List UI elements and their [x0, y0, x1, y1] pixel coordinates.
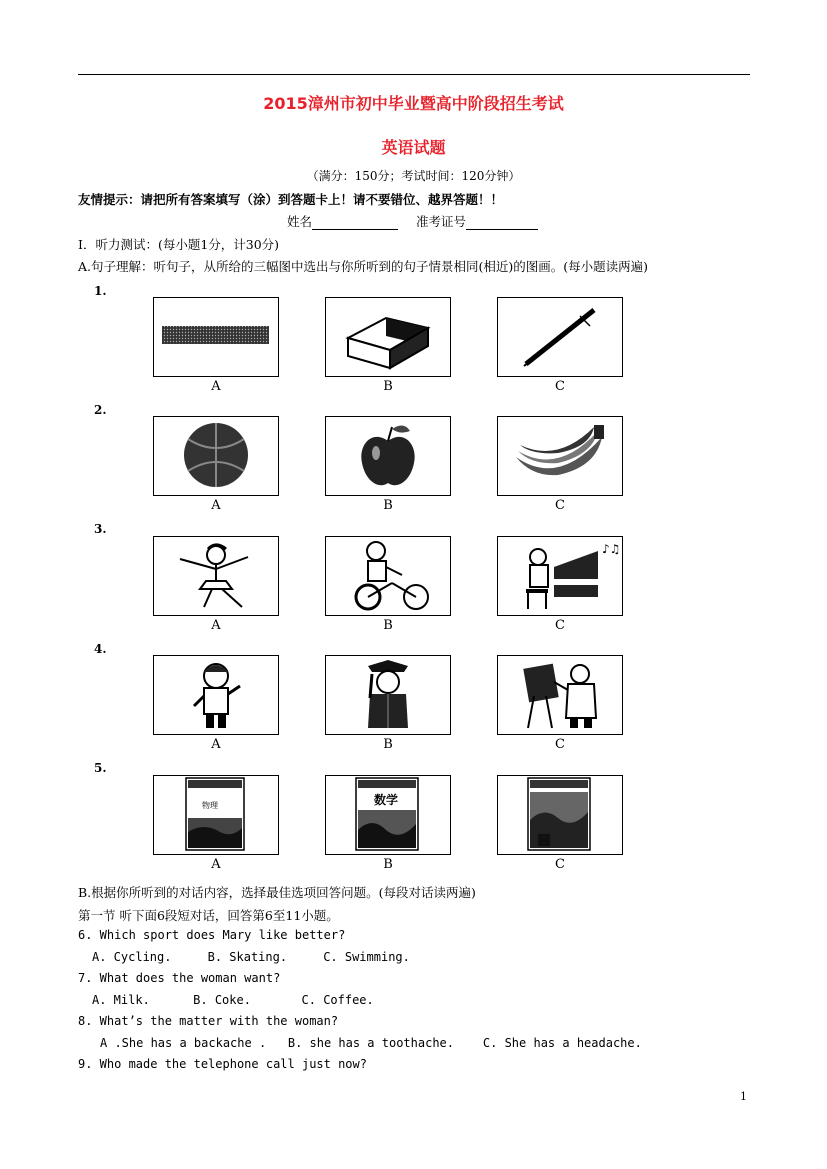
- music-note-icon: ♪♫: [602, 542, 621, 556]
- option-label: C: [555, 379, 565, 394]
- exam-info: （满分：150分；考试时间：120分钟）: [306, 169, 521, 183]
- question-7: 7. What does the woman want?: [78, 971, 281, 985]
- exam-title: 2015漳州市初中毕业暨高中阶段招生考试: [263, 94, 564, 113]
- ball-icon: [154, 417, 277, 494]
- exam-subtitle: 英语试题: [381, 138, 446, 157]
- picture-dancing-girl: [153, 536, 279, 616]
- police-icon: [326, 656, 449, 733]
- picture-ruler: [153, 297, 279, 377]
- page-number: 1: [740, 1090, 747, 1103]
- bananas-icon: [498, 417, 621, 494]
- picture-police-officer: [325, 655, 451, 735]
- book-icon: [326, 776, 449, 853]
- option-label: B: [383, 498, 393, 513]
- picture-ball: [153, 416, 279, 496]
- question-number: 2.: [94, 403, 107, 417]
- pen-icon: [498, 298, 621, 375]
- question-6-options: A. Cycling. B. Skating. C. Swimming.: [92, 950, 410, 964]
- book-icon: [154, 776, 277, 853]
- piano-icon: [498, 537, 621, 614]
- section-heading: Ⅰ．听力测试：(每小题1分，计30分): [78, 237, 280, 252]
- question-9: 9. Who made the telephone call just now?: [78, 1057, 367, 1071]
- section-note: 第一节 听下面6段短对话，回答第6至11小题。: [78, 908, 339, 923]
- picture-bananas: [497, 416, 623, 496]
- option-label: C: [555, 498, 565, 513]
- part-a-instructions: A.句子理解：听句子，从所给的三幅图中选出与你所听到的句子情景相同(相近)的图画。(每小题读两遍): [78, 259, 649, 274]
- question-number: 4.: [94, 642, 107, 656]
- question-8: 8. What’s the matter with the woman?: [78, 1014, 339, 1028]
- easel-icon: [498, 656, 621, 733]
- option-label: A: [211, 737, 221, 752]
- option-label: A: [211, 857, 221, 872]
- option-label: B: [383, 857, 393, 872]
- picture-piano-player: [497, 536, 623, 616]
- name-blank: [312, 217, 398, 230]
- question-8-options: A .She has a backache . B. she has a toothache. C. She has a headache.: [100, 1036, 642, 1050]
- dancer-icon: [154, 537, 277, 614]
- option-label: B: [383, 379, 393, 394]
- picture-physics-book: [153, 775, 279, 855]
- part-b-instructions: B.根据你所听到的对话内容，选择最佳选项回答问题。(每段对话读两遍): [78, 885, 476, 900]
- option-label: A: [211, 498, 221, 513]
- name-label: 姓名: [287, 214, 313, 229]
- picture-pen: [497, 297, 623, 377]
- book-title: 物理: [202, 801, 218, 810]
- option-label: B: [383, 618, 393, 633]
- question-6: 6. Which sport does Mary like better?: [78, 928, 346, 942]
- picture-cycling-girl: [325, 536, 451, 616]
- option-label: A: [211, 379, 221, 394]
- picture-painter: [497, 655, 623, 735]
- question-number: 1.: [94, 284, 107, 298]
- option-label: A: [211, 618, 221, 633]
- option-label: C: [555, 618, 565, 633]
- picture-book: [497, 775, 623, 855]
- picture-eraser: [325, 297, 451, 377]
- ruler-icon: [154, 298, 277, 375]
- header-rule: [78, 74, 750, 75]
- worker-icon: [154, 656, 277, 733]
- book-title: 数学: [374, 793, 399, 807]
- option-label: C: [555, 857, 565, 872]
- tip-text: 友情提示：请把所有答案填写（涂）到答题卡上！请不要错位、越界答题！！: [78, 192, 504, 207]
- option-label: B: [383, 737, 393, 752]
- book-icon: [498, 776, 621, 853]
- id-blank: [466, 217, 538, 230]
- id-label: 准考证号: [416, 214, 467, 229]
- apple-icon: [326, 417, 449, 494]
- question-number: 5.: [94, 761, 107, 775]
- picture-worker: [153, 655, 279, 735]
- option-label: C: [555, 737, 565, 752]
- picture-math-book: [325, 775, 451, 855]
- bicycle-icon: [326, 537, 449, 614]
- question-7-options: A. Milk. B. Coke. C. Coffee.: [92, 993, 374, 1007]
- name-row: [287, 212, 538, 230]
- question-number: 3.: [94, 522, 107, 536]
- eraser-icon: [326, 298, 449, 375]
- picture-apple: [325, 416, 451, 496]
